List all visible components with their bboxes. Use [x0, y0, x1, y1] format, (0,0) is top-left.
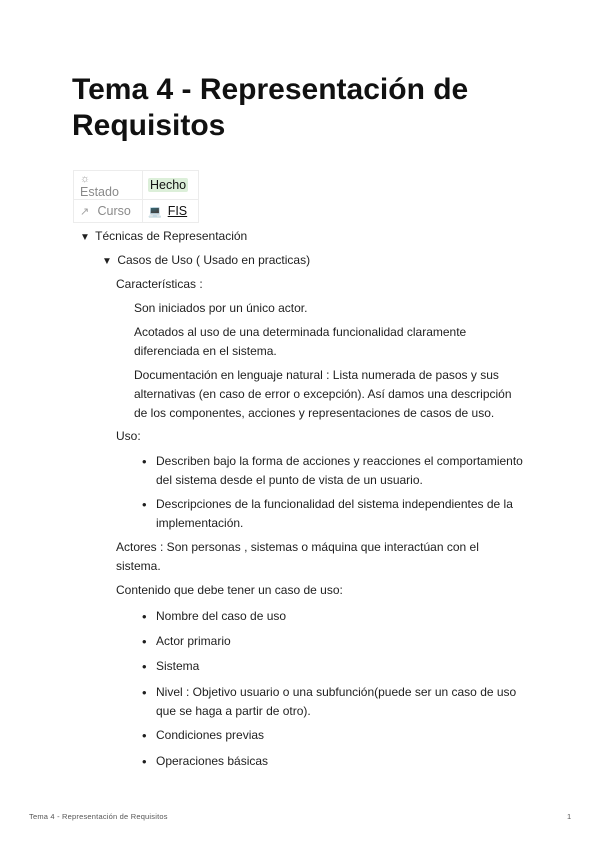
list-item: • Sistema [140, 657, 199, 676]
property-value-curso[interactable] [143, 200, 199, 223]
curso-link[interactable]: FIS [167, 204, 188, 218]
property-key-label: Estado [80, 185, 119, 199]
uso-heading: Uso: [116, 429, 141, 443]
property-value-estado[interactable] [143, 171, 199, 200]
list-item: • Nombre del caso de uso [140, 607, 286, 626]
paragraph [134, 366, 512, 423]
contenido-heading: Contenido que debe tener un caso de uso: [116, 583, 343, 597]
toggle-label: Técnicas de Representación [95, 229, 248, 243]
caracteristicas-heading: Características : [116, 277, 203, 291]
arrow-up-right-icon: ↗ [80, 206, 90, 218]
toggle-label: Casos de Uso ( Usado en practicas) [117, 253, 311, 267]
properties-table [73, 170, 199, 223]
list-item-line: del sistema desde el punto de vista de un usuario. [156, 473, 423, 487]
loading-icon: ☼ [80, 173, 91, 185]
page-number: 1 [567, 812, 572, 821]
paragraph-line: Acotados al uso de una determinada funcionalidad claramente [134, 325, 467, 339]
triangle-down-icon[interactable]: ▼ [102, 256, 112, 267]
list-item-line: que se haga a partir de otro). [156, 704, 311, 718]
list-item-line: • Descripciones de la funcionalidad del sistema independientes de la [156, 497, 513, 511]
list-item: • Condiciones previas [140, 726, 264, 745]
toggle-tecnicas[interactable] [80, 227, 247, 247]
toggle-casos-de-uso[interactable] [102, 251, 310, 271]
property-key-label: Curso [97, 204, 131, 218]
list-item-line: implementación. [156, 516, 244, 530]
list-item [140, 495, 513, 533]
paragraph-line: sistema. [116, 559, 161, 573]
property-key-estado [74, 171, 143, 200]
paragraph-line: diferenciada en el sistema. [134, 344, 277, 358]
list-item-line: • Describen bajo la forma de acciones y reacciones el comportamiento [156, 454, 523, 468]
paragraph-line: alternativas (en caso de error o excepción). Así damos una descripción [134, 387, 512, 401]
paragraph-line: de los componentes, acciones y representaciones de casos de uso. [134, 406, 495, 420]
list-item: • Operaciones básicas [140, 752, 268, 771]
page-title: Tema 4 - Representación de Requisitos [72, 73, 469, 142]
paragraph-line: Actores : Son personas , sistemas o máquina que interactúan con el [116, 540, 479, 554]
footer-title: Tema 4 - Representación de Requisitos [29, 812, 168, 821]
list-item [140, 683, 516, 721]
paragraph [134, 323, 466, 361]
list-item-line: • Nivel : Objetivo usuario o una subfunción(puede ser un caso de uso [156, 685, 517, 699]
paragraph-line: Documentación en lenguaje natural : Lista numerada de pasos y sus [134, 368, 499, 382]
list-item [140, 452, 523, 490]
property-row-curso [74, 200, 199, 223]
triangle-down-icon[interactable]: ▼ [80, 232, 90, 243]
list-item: • Actor primario [140, 632, 231, 651]
laptop-icon: 💻 [148, 206, 162, 218]
property-key-curso [74, 200, 143, 223]
actores-paragraph [116, 538, 479, 576]
status-badge[interactable]: Hecho [150, 178, 187, 192]
property-row-estado [74, 171, 199, 200]
paragraph: Son iniciados por un único actor. [134, 301, 308, 315]
